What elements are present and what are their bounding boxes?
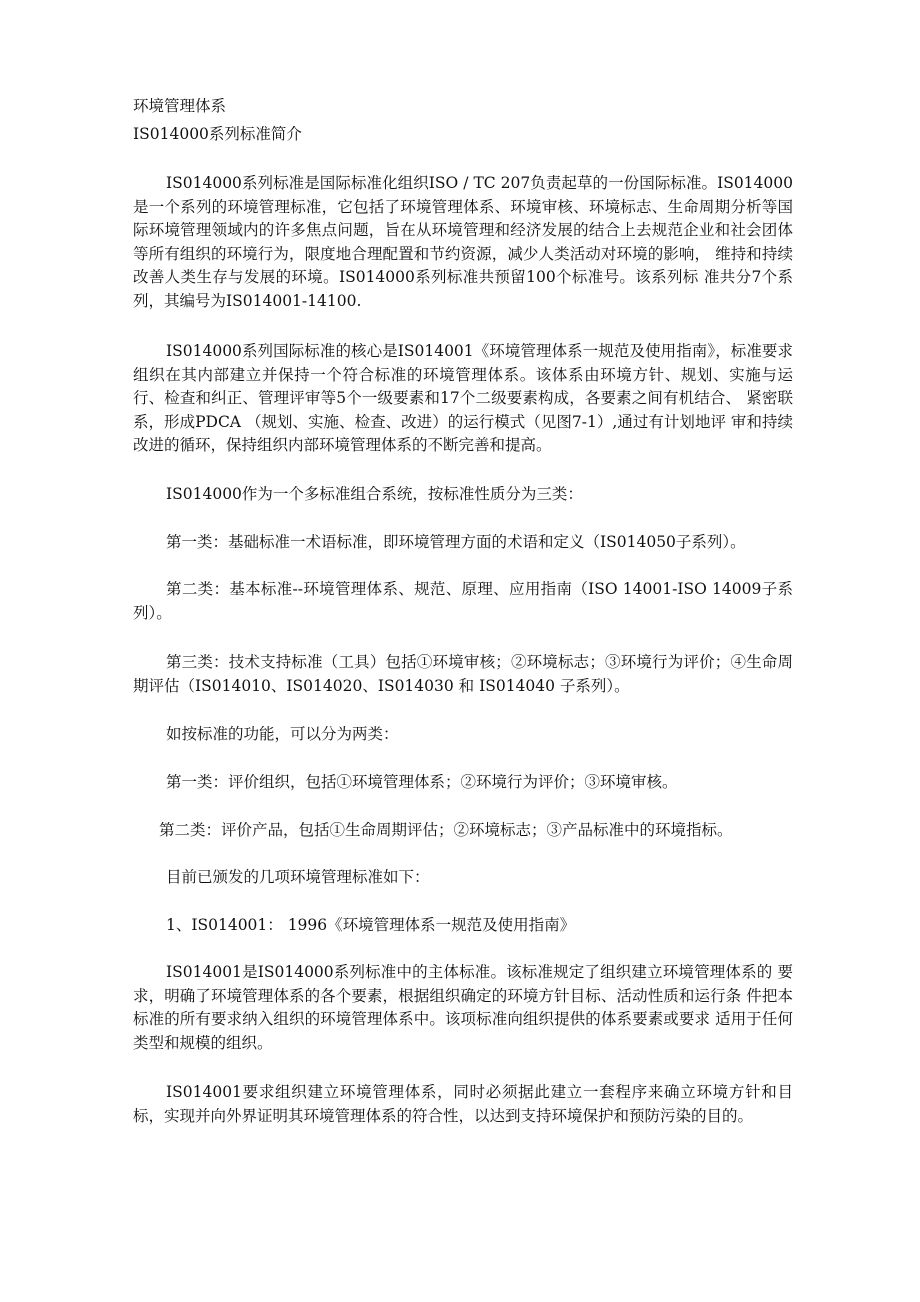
paragraph-issued-standards: 目前已颁发的几项环境管理标准如下：: [166, 868, 430, 886]
paragraph-core-standard: IS014000系列国际标准的核心是IS014001《环境管理体系一规范及使用指南》，标准要求组织在其内部建立并保持一个符合标准的环境管理体系。该体系由环境方针、规划、实施与运行、检查和纠正、管理评审等5个一级要素和17个二级要素构成，各要素之间有机结合、 紧密联系，形成PDCA （规划、实施、检查、改进）的运行模式（见图7-1）,通过有计划地评 审和持续改进的循环，保持组织内部环境管理体系的不断完善和提高。: [133, 342, 793, 454]
paragraph-category-three: 第三类：技术支持标准（工具）包括①环境审核；②环境标志；③环境行为评价；④生命周期评估（IS014010、IS014020、IS014030 和 IS014040 子系列）。: [133, 653, 793, 695]
paragraph-function-split: 如按标准的功能，可以分为两类：: [166, 725, 399, 743]
document-subtitle: IS014000系列标准简介: [133, 125, 302, 143]
paragraph-category-two: 第二类：基本标准--环境管理体系、规范、原理、应用指南（ISO 14001-ISO 14009子系列）。: [133, 580, 793, 622]
paragraph-iso14001-main: IS014001是IS014000系列标准中的主体标准。该标准规定了组织建立环境管理体系的 要求，明确了环境管理体系的各个要素，根据组织确定的环境方针目标、活动性质和运行条 件把本标准的所有要求纳入组织的环境管理体系中。该项标准向组织提供的体系要素或要求 适用于任何类型和规模的组织。: [133, 963, 793, 1052]
paragraph-category-one: 第一类：基础标准一术语标准，即环境管理方面的术语和定义（IS014050子系列）。: [166, 533, 746, 551]
paragraph-three-categories: IS014000作为一个多标准组合系统，按标准性质分为三类：: [166, 485, 583, 503]
paragraph-function-two: 第二类：评价产品，包括①生命周期评估；②环境标志；③产品标准中的环境指标。: [159, 821, 733, 839]
paragraph-intro: IS014000系列标准是国际标准化组织ISO / TC 207负责起草的一份国际标准。IS014000是一个系列的环境管理标准，它包括了环境管理体系、环境审核、环境标志、生命周期分析等国际环境管理领域内的许多焦点问题，旨在从环境管理和经济发展的结合上去规范企业和社会团体等所有组织的环境行为，限度地合理配置和节约资源，减少人类活动对环境的影响， 维持和持续改善人类生存与发展的环境。IS014000系列标准共预留100个标准号。该系列标 准共分7个系列，其编号为IS014001-14100.: [133, 174, 793, 310]
document-title: 环境管理体系: [133, 97, 227, 115]
paragraph-iso14001-requirements: IS014001要求组织建立环境管理体系，同时必须据此建立一套程序来确立环境方针和目标，实现并向外界证明其环境管理体系的符合性，以达到支持环境保护和预防污染的目的。: [133, 1083, 793, 1125]
paragraph-function-one: 第一类：评价组织，包括①环境管理体系；②环境行为评价；③环境审核。: [166, 773, 678, 791]
paragraph-standard-item-one: 1、IS014001： 1996《环境管理体系一规范及使用指南》: [166, 916, 576, 934]
